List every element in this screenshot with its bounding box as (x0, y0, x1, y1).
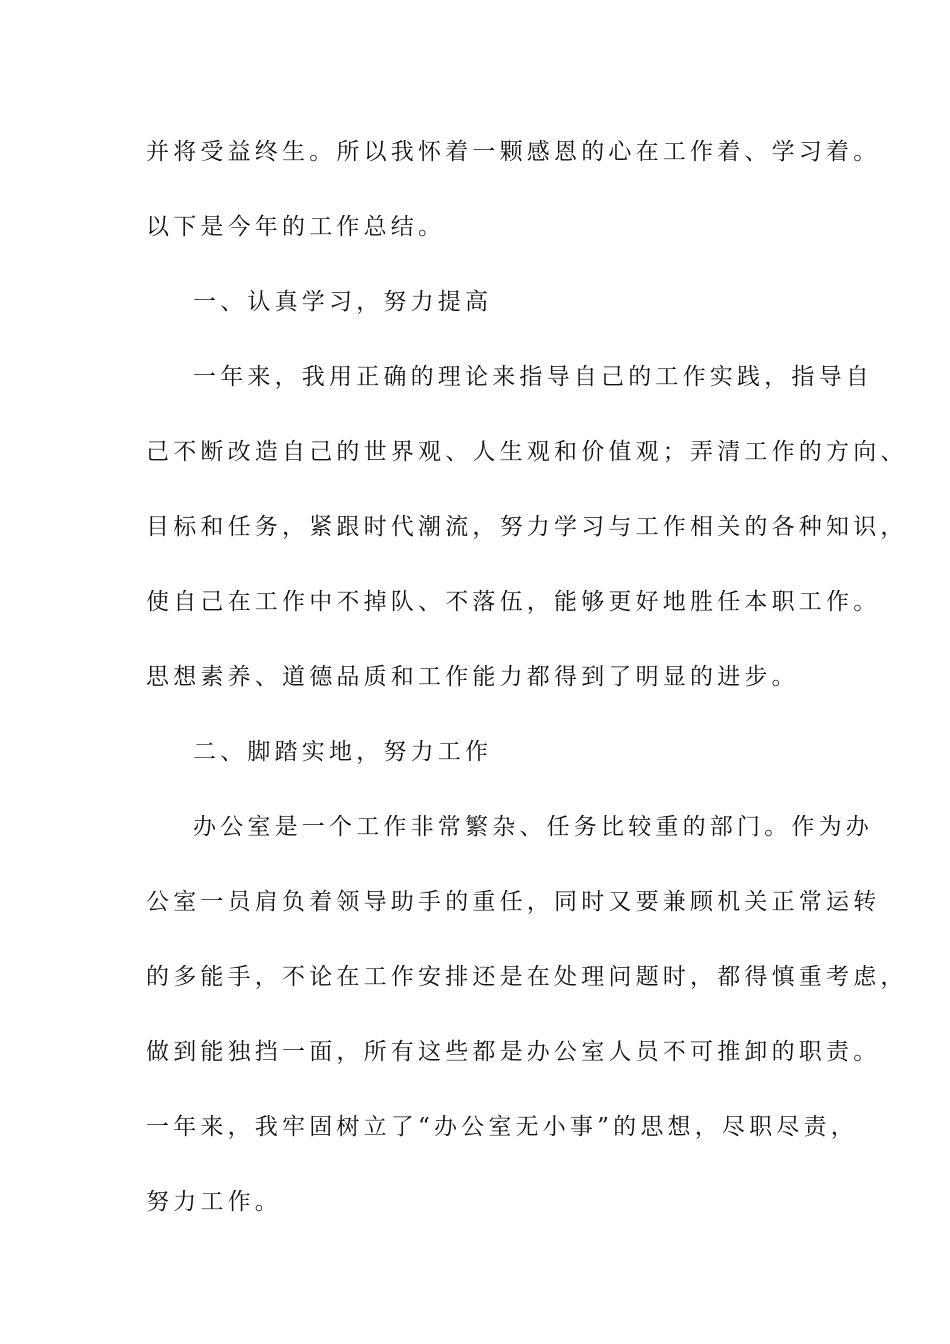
body-text-line: 目标和任务，紧跟时代潮流，努力学习与工作相关的各种知识， (146, 514, 908, 540)
paragraph-first-line: 一年来，我用正确的理论来指导自己的工作实践，指导自 (193, 364, 873, 390)
body-text-line: 使自己在工作中不掉队、不落伍，能够更好地胜任本职工作。 (146, 589, 881, 615)
body-text-line: 己不断改造自己的世界观、人生观和价值观；弄清工作的方向、 (146, 439, 908, 465)
body-text-line: 的多能手，不论在工作安排还是在处理问题时，都得慎重考虑， (146, 964, 908, 990)
paragraph-first-line: 办公室是一个工作非常繁杂、任务比较重的部门。作为办 (193, 814, 873, 840)
body-text-line: 并将受益终生。所以我怀着一颗感恩的心在工作着、学习着。 (146, 139, 881, 165)
body-text-line: 努力工作。 (146, 1189, 282, 1215)
section-heading-2: 二、脚踏实地，努力工作 (193, 739, 493, 765)
body-text-line: 以下是今年的工作总结。 (146, 214, 446, 240)
body-text-line: 做到能独挡一面，所有这些都是办公室人员不可推卸的职责。 (146, 1039, 881, 1065)
body-text-line: 思想素养、道德品质和工作能力都得到了明显的进步。 (146, 664, 799, 690)
body-text-line: 一年来，我牢固树立了“办公室无小事”的思想，尽职尽责， (146, 1114, 858, 1140)
body-text-line: 公室一员肩负着领导助手的重任，同时又要兼顾机关正常运转 (146, 889, 881, 915)
section-heading-1: 一、认真学习，努力提高 (193, 289, 493, 315)
